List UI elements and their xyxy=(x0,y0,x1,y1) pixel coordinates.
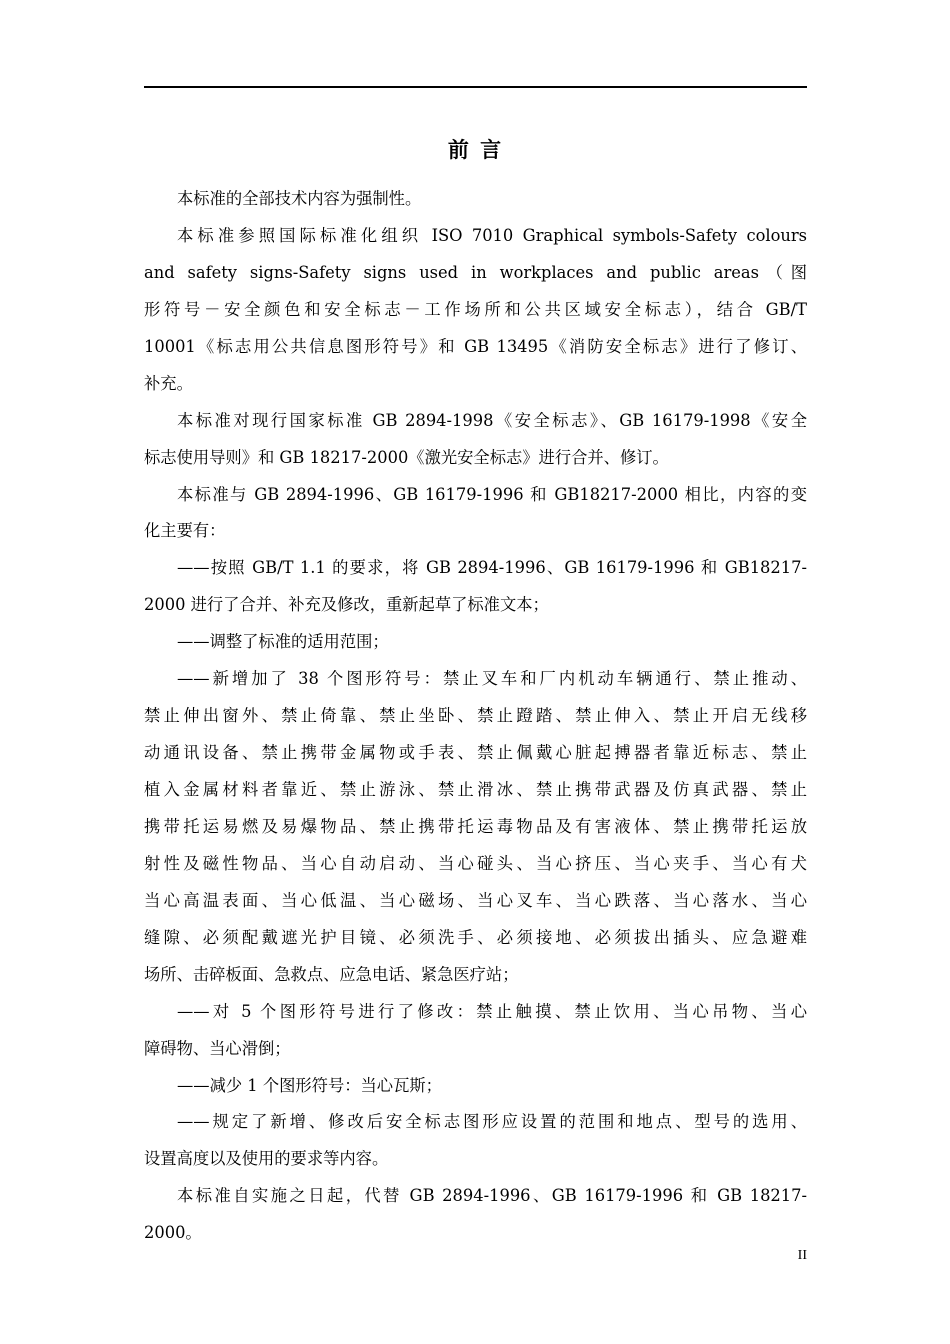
text-line: 当心高温表面、当心低温、当心磁场、当心叉车、当心跌落、当心落水、当心 xyxy=(144,890,807,910)
text-line: 场所、击碎板面、急救点、应急电话、紧急医疗站； xyxy=(144,964,519,984)
text-line: 形符号－安全颜色和安全标志－工作场所和公共区域安全标志），结合 GB/T xyxy=(144,299,807,319)
text-line: 10001《标志用公共信息图形符号》和 GB 13495《消防安全标志》进行了修订、 xyxy=(144,336,807,356)
text-line: 本标准参照国际标准化组织 ISO 7010 Graphical symbols-Safety colours xyxy=(177,225,807,245)
text-line: 2000 进行了合并、补充及修改，重新起草了标准文本； xyxy=(144,595,549,615)
list-item: ——减少 1 个图形符号：当心瓦斯； xyxy=(177,1075,442,1095)
text-line: 本标准对现行国家标准 GB 2894-1998《安全标志》、GB 16179-1998《安全 xyxy=(177,410,807,430)
foreword-body xyxy=(144,181,807,1252)
text-line: 禁止伸出窗外、禁止倚靠、禁止坐卧、禁止蹬踏、禁止伸入、禁止开启无线移 xyxy=(144,706,807,726)
header-rule xyxy=(144,86,807,88)
text-line: 化主要有： xyxy=(144,521,226,541)
text-line: 设置高度以及使用的要求等内容。 xyxy=(144,1149,389,1169)
text-line: 本标准自实施之日起，代替 GB 2894-1996、GB 16179-1996 和 GB 18217- xyxy=(177,1186,807,1206)
page-number: II xyxy=(797,1248,807,1263)
text-line: 2000。 xyxy=(144,1223,202,1243)
text-line: 障碍物、当心滑倒； xyxy=(144,1038,291,1058)
text-line: 携带托运易燃及易爆物品、禁止携带托运毒物品及有害液体、禁止携带托运放 xyxy=(144,816,807,836)
list-item: ——按照 GB/T 1.1 的要求，将 GB 2894-1996、GB 16179-1996 和 GB18217- xyxy=(177,558,807,578)
list-item: ——规定了新增、修改后安全标志图形应设置的范围和地点、型号的选用、 xyxy=(177,1112,807,1132)
list-item: ——新增加了 38 个图形符号：禁止叉车和厂内机动车辆通行、禁止推动、 xyxy=(177,669,807,689)
text-line: 本标准与 GB 2894-1996、GB 16179-1996 和 GB18217-2000 相比，内容的变 xyxy=(177,484,807,504)
text-line: 标志使用导则》和 GB 18217-2000《激光安全标志》进行合并、修订。 xyxy=(144,447,669,467)
text-line: 本标准的全部技术内容为强制性。 xyxy=(177,189,422,208)
page-title: 前 言 xyxy=(447,137,504,162)
text-line: 动通讯设备、禁止携带金属物或手表、禁止佩戴心脏起搏器者靠近标志、禁止 xyxy=(144,743,807,763)
text-line: 植入金属材料者靠近、禁止游泳、禁止滑冰、禁止携带武器及仿真武器、禁止 xyxy=(144,780,807,799)
text-line: 缝隙、必须配戴遮光护目镜、必须洗手、必须接地、必须拔出插头、应急避难 xyxy=(144,927,807,947)
list-item: ——对 5 个图形符号进行了修改：禁止触摸、禁止饮用、当心吊物、当心 xyxy=(177,1001,807,1021)
text-line: 补充。 xyxy=(144,373,193,393)
text-line: 射性及磁性物品、当心自动启动、当心碰头、当心挤压、当心夹手、当心有犬 xyxy=(144,853,807,873)
list-item: ——调整了标准的适用范围； xyxy=(177,632,389,652)
text-line: and safety signs-Safety signs used in workplaces and public areas（图 xyxy=(144,262,807,282)
